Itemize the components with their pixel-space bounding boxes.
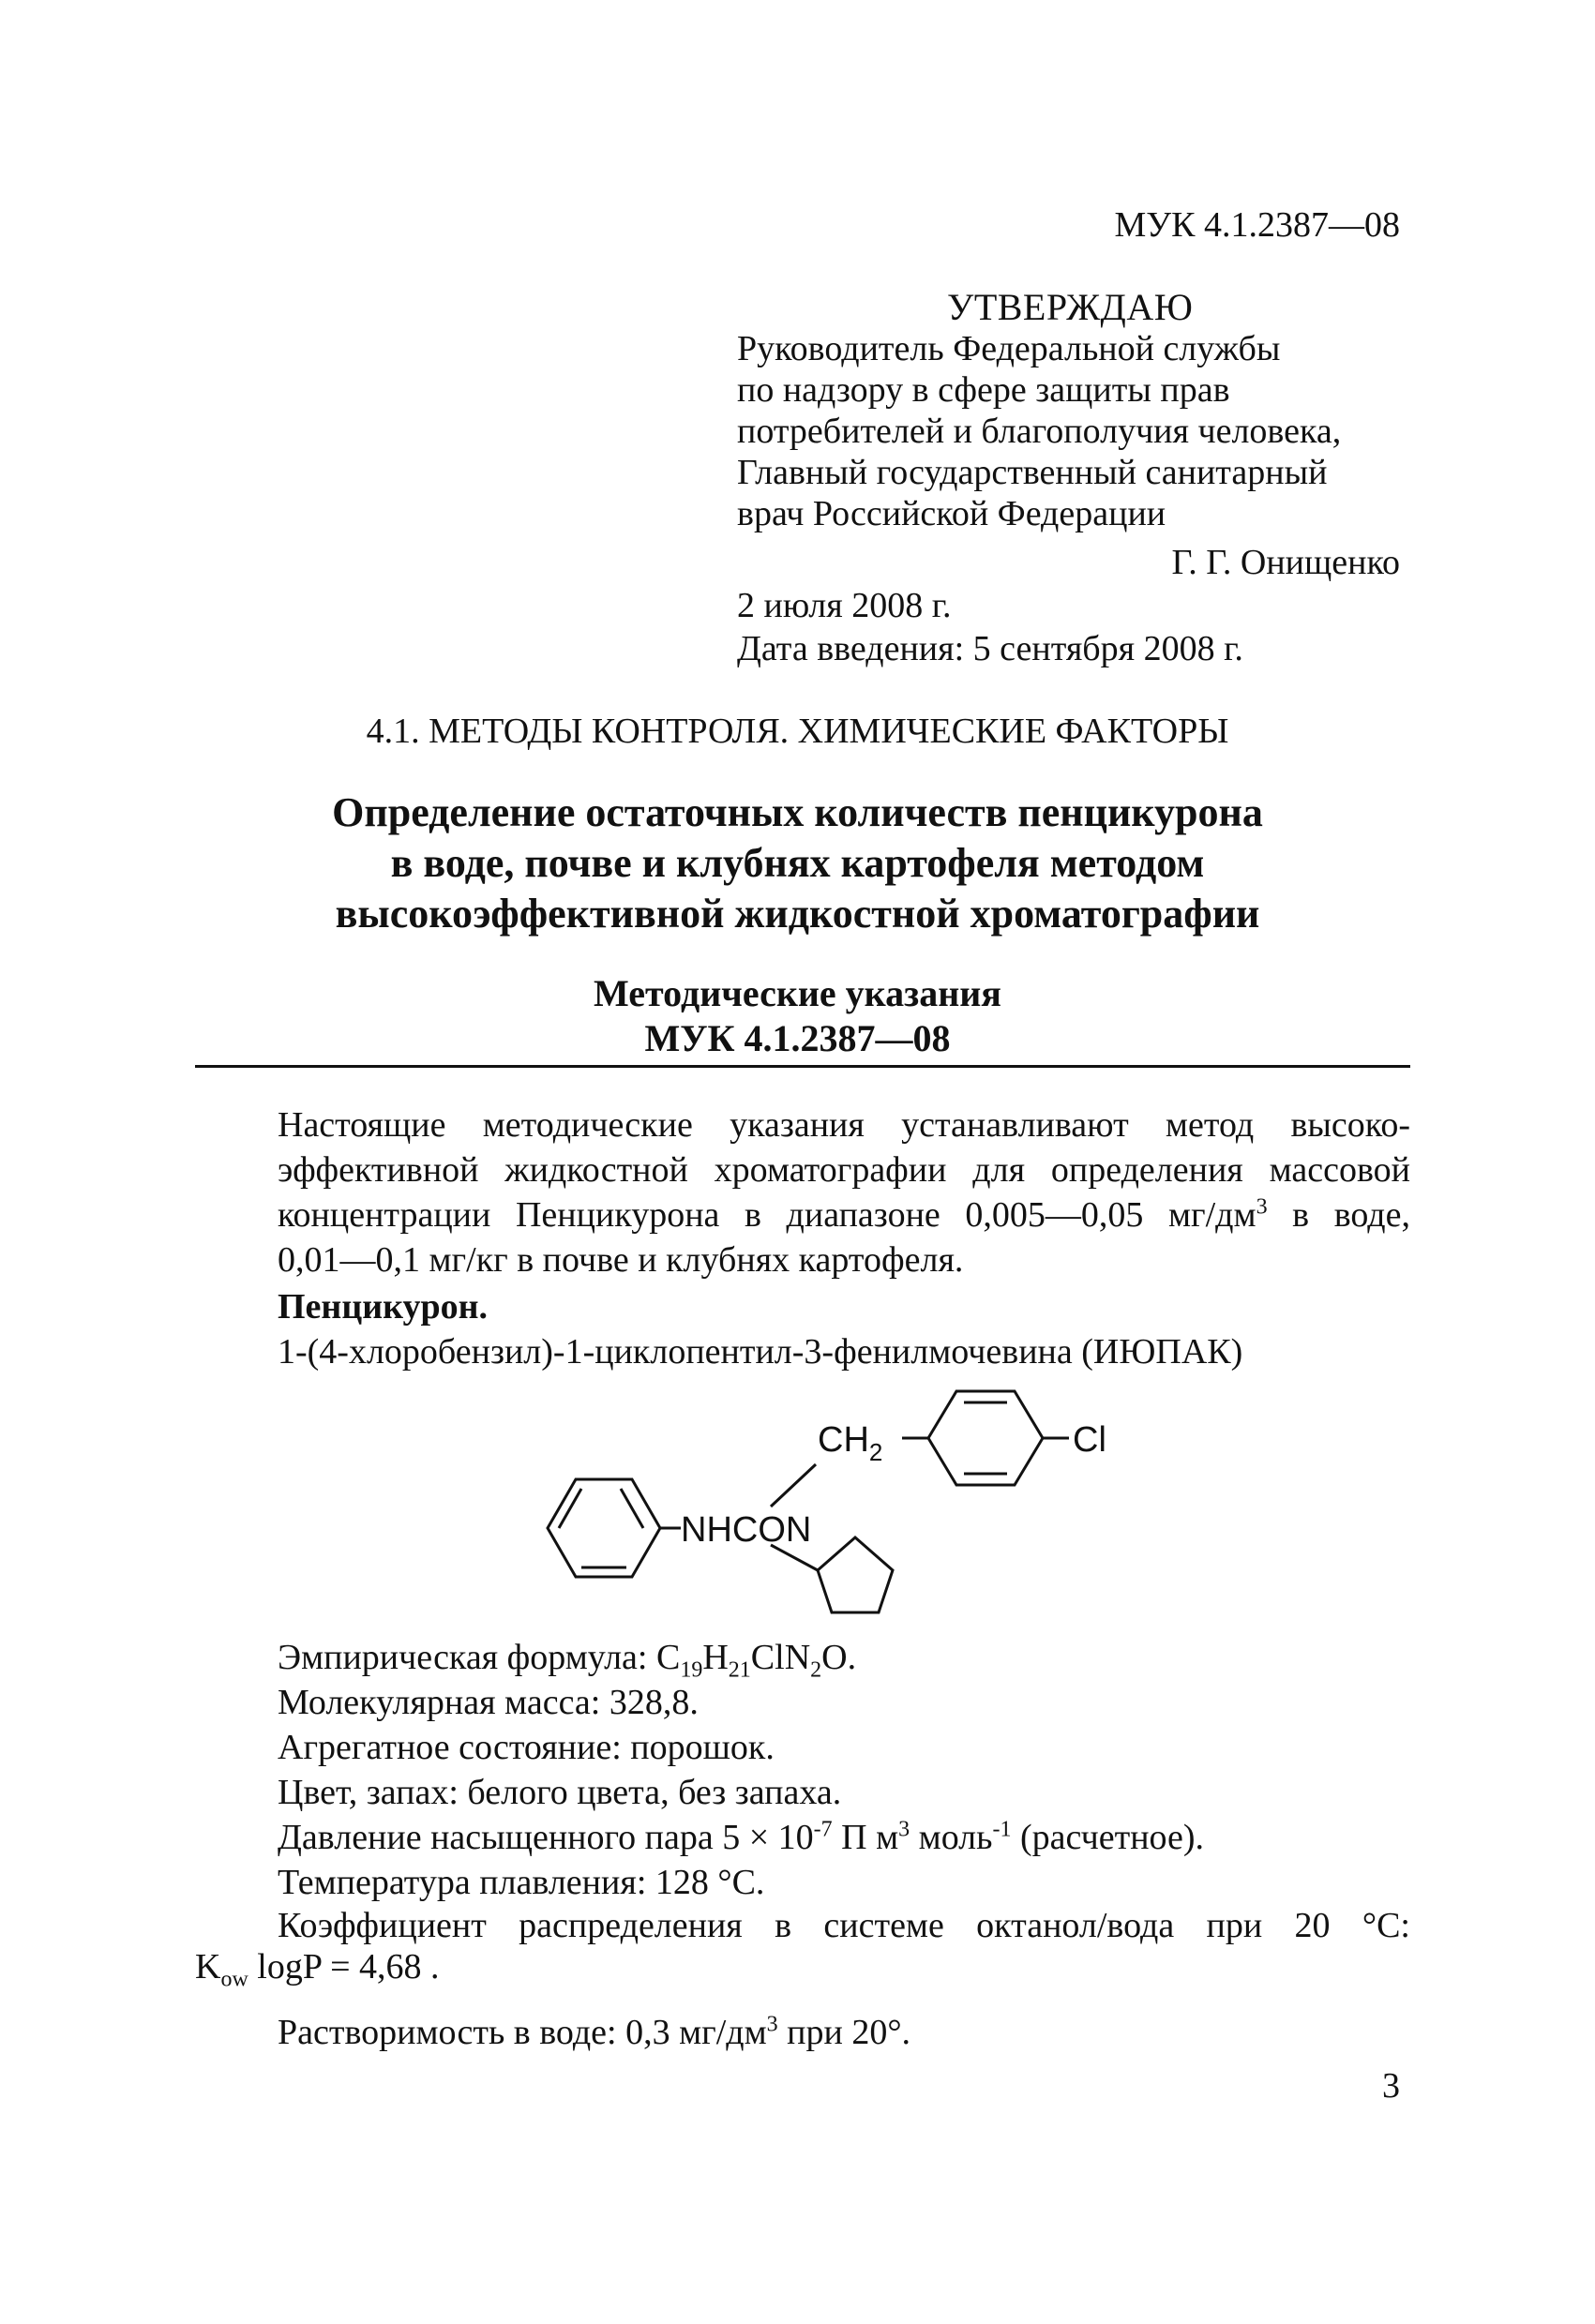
superscript: 3	[1256, 1194, 1268, 1220]
compound-name: Пенцикурон.	[278, 1287, 488, 1327]
formula-cln: ClN	[750, 1638, 811, 1677]
nhcon-label: NHCON	[681, 1510, 812, 1550]
property-pressure	[278, 1815, 1204, 1860]
ch2-label	[818, 1420, 882, 1466]
property-state: Агрегатное состояние: порошок.	[278, 1728, 775, 1767]
property-solubility	[278, 2010, 910, 2055]
section-heading: 4.1. МЕТОДЫ КОНТРОЛЯ. ХИМИЧЕСКИЕ ФАКТОРЫ	[366, 712, 1229, 751]
formula-c: C	[655, 1638, 681, 1677]
pressure-text: П м	[832, 1818, 899, 1857]
intro-line-text: в воде,	[1267, 1195, 1410, 1235]
approval-date: 2 июля 2008 г.	[737, 586, 952, 625]
chlorophenyl-ring	[928, 1391, 1043, 1485]
intro-line: Настоящие методические указания устанавливают метод высоко-	[278, 1105, 1410, 1145]
property-melting: Температура плавления: 128 °С.	[278, 1863, 765, 1902]
formula-end: O.	[821, 1638, 857, 1677]
approval-block	[737, 328, 1341, 534]
approval-line: врач Российской Федерации	[737, 494, 1166, 533]
cyclopentane-ring	[818, 1537, 893, 1612]
title-line: в воде, почве и клубнях картофеля методом	[390, 840, 1205, 886]
superscript: -7	[813, 1817, 833, 1842]
partition-text: Коэффициент распределения в системе октанол/вода при 20 °С:	[278, 1906, 1410, 1945]
ch2-label-text: CH	[818, 1420, 869, 1460]
property-mass: Молекулярная масса: 328,8.	[278, 1683, 699, 1722]
document-subtitle	[0, 971, 1595, 1061]
property-partition	[195, 1905, 1410, 1992]
subtitle-code: МУК 4.1.2387—08	[644, 1017, 951, 1059]
properties-list	[278, 1635, 1204, 1905]
pressure-text: моль	[910, 1818, 993, 1857]
title-divider	[195, 1065, 1410, 1068]
intro-line: эффективной жидкостной хроматографии для определения массовой	[278, 1150, 1410, 1190]
superscript: 3	[766, 2012, 778, 2037]
superscript: -1	[992, 1817, 1012, 1842]
subscript: 2	[810, 1657, 822, 1683]
ch2-subscript: 2	[868, 1438, 883, 1466]
subscript: 21	[728, 1657, 751, 1683]
partition-k: K	[195, 1947, 221, 1987]
approval-heading: УТВЕРЖДАЮ	[947, 286, 1194, 328]
intro-line	[195, 1192, 1410, 1237]
property-color: Цвет, запах: белого цвета, без запаха.	[278, 1773, 842, 1812]
pressure-text: Давление насыщенного пара 5 × 10	[278, 1818, 814, 1857]
compound-iupac-name: 1-(4-хлоробензил)-1-циклопентил-3-фенилмочевина (ИЮПАК)	[278, 1332, 1243, 1372]
pressure-text: (расчетное).	[1011, 1818, 1205, 1857]
approval-line: потребителей и благополучия человека,	[737, 412, 1342, 451]
introduction-date: Дата введения: 5 сентября 2008 г.	[737, 629, 1243, 668]
ring-double-bond	[559, 1489, 581, 1528]
subtitle-line: Методические указания	[594, 972, 1001, 1014]
intro-paragraph	[195, 1102, 1410, 1282]
approval-line: по надзору в сфере защиты прав	[737, 370, 1230, 410]
property-formula	[278, 1635, 1204, 1683]
partition-value	[195, 1946, 1410, 1992]
property-label: Эмпирическая формула:	[278, 1638, 656, 1677]
superscript: 3	[898, 1817, 910, 1842]
document-title	[0, 787, 1595, 939]
approval-line: Главный государственный санитарный	[737, 453, 1328, 492]
approval-line: Руководитель Федеральной службы	[737, 329, 1281, 368]
page-number: 3	[1382, 2066, 1400, 2106]
solubility-text: при 20°.	[777, 2013, 911, 2052]
intro-line: 0,01—0,1 мг/кг в почве и клубнях картофеля.	[278, 1240, 964, 1280]
bond	[771, 1464, 816, 1507]
document-code: МУК 4.1.2387—08	[1114, 205, 1400, 245]
signer-name: Г. Г. Онищенко	[1171, 543, 1400, 582]
subscript: 19	[680, 1657, 703, 1683]
formula-h: H	[702, 1638, 729, 1677]
partition-logp: logP = 4,68 .	[248, 1947, 440, 1987]
chlorine-label: Cl	[1073, 1420, 1106, 1460]
subscript: ow	[220, 1967, 248, 1992]
properties-list-end	[278, 2010, 910, 2055]
structural-formula	[469, 1378, 1181, 1622]
intro-line-text: концентрации Пенцикурона в диапазоне 0,005—0,05 мг/дм	[278, 1195, 1256, 1235]
title-line: высокоэффективной жидкостной хроматографии	[335, 891, 1260, 937]
title-line: Определение остаточных количеств пенцикурона	[332, 789, 1263, 835]
solubility-text: Растворимость в воде: 0,3 мг/дм	[278, 2013, 767, 2052]
